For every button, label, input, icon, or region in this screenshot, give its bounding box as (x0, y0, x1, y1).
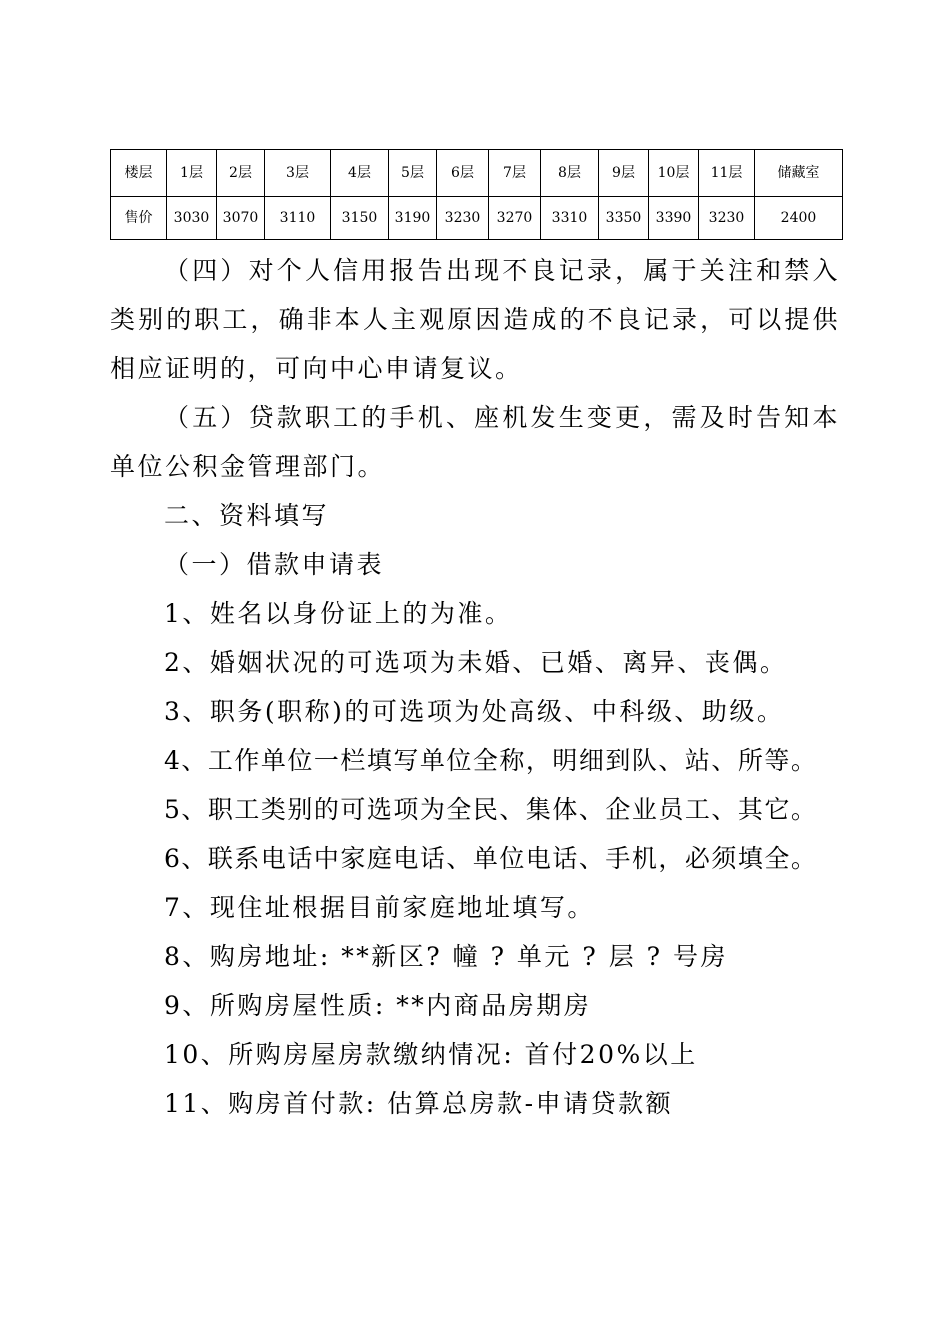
table-cell: 2层 (217, 150, 265, 197)
table-cell: 2400 (755, 197, 843, 240)
table-cell: 3390 (649, 197, 699, 240)
paragraph-five: （五）贷款职工的手机、座机发生变更，需及时告知本单位公积金管理部门。 (110, 403, 840, 481)
list-item: 5、职工类别的可选项为全民、集体、企业员工、其它。 (164, 795, 818, 824)
table-cell: 3030 (167, 197, 217, 240)
document-body (110, 246, 840, 1128)
list-item: 7、现住址根据目前家庭地址填写。 (164, 893, 595, 922)
table-cell: 3310 (541, 197, 599, 240)
list-item: 4、工作单位一栏填写单位全称，明细到队、站、所等。 (164, 746, 818, 775)
table-cell: 3230 (437, 197, 489, 240)
table-cell: 9层 (599, 150, 649, 197)
list-item: 6、联系电话中家庭电话、单位电话、手机，必须填全。 (164, 844, 818, 873)
table-cell: 储藏室 (755, 150, 843, 197)
list-item: 2、婚姻状况的可选项为未婚、已婚、离异、丧偶。 (164, 648, 788, 677)
floor-price-table (110, 149, 843, 240)
table-cell: 10层 (649, 150, 699, 197)
list-item: 8、购房地址: **新区? 幢 ? 单元 ? 层 ? 号房 (164, 942, 729, 971)
list-item: 11、购房首付款: 估算总房款-申请贷款额 (164, 1089, 674, 1118)
table-cell: 3230 (699, 197, 755, 240)
section-heading: 二、资料填写 (164, 501, 330, 530)
table-row-header: 售价 (111, 197, 167, 240)
table-cell: 3层 (265, 150, 331, 197)
table-cell: 3270 (489, 197, 541, 240)
table-cell: 3070 (217, 197, 265, 240)
table-cell: 7层 (489, 150, 541, 197)
list-item: 3、职务(职称)的可选项为处高级、中科级、助级。 (164, 697, 785, 726)
table-cell: 6层 (437, 150, 489, 197)
table-cell: 3110 (265, 197, 331, 240)
table-cell: 5层 (389, 150, 437, 197)
list-item: 10、所购房屋房款缴纳情况: 首付20%以上 (164, 1040, 698, 1069)
subsection-heading: （一）借款申请表 (164, 550, 385, 579)
table-cell: 1层 (167, 150, 217, 197)
list-item: 9、所购房屋性质: **内商品房期房 (164, 991, 592, 1020)
table-cell: 4层 (331, 150, 389, 197)
table-row-floor (111, 150, 843, 197)
table-cell: 11层 (699, 150, 755, 197)
table-row-header: 楼层 (111, 150, 167, 197)
paragraph-four: （四）对个人信用报告出现不良记录，属于关注和禁入类别的职工，确非本人主观原因造成的不良记录，可以提供相应证明的，可向中心申请复议。 (110, 256, 840, 383)
table-cell: 3150 (331, 197, 389, 240)
table-row-price (111, 197, 843, 240)
table-cell: 3190 (389, 197, 437, 240)
table-cell: 3350 (599, 197, 649, 240)
list-item: 1、姓名以身份证上的为准。 (164, 599, 513, 628)
table-cell: 8层 (541, 150, 599, 197)
